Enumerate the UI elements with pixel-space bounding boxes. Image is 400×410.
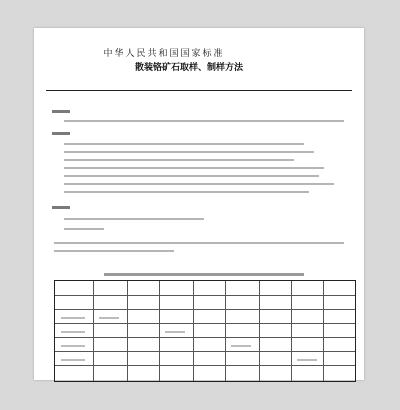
reference-line	[64, 151, 314, 153]
table-cell	[297, 359, 317, 361]
reference-line	[64, 183, 334, 185]
text-line	[64, 228, 104, 230]
standard-authority: 中华人民共和国国家标准	[103, 49, 225, 59]
reference-line	[64, 167, 324, 169]
text-line	[64, 120, 344, 122]
section-2-heading	[52, 132, 70, 135]
table-cell	[61, 345, 85, 347]
text-line	[54, 250, 174, 252]
sampling-table	[54, 280, 356, 382]
reference-line	[64, 191, 309, 193]
document-title: 散装铬矿石取样、制样方法	[134, 63, 243, 73]
table-cell	[61, 359, 85, 361]
table-cell	[231, 345, 251, 347]
reference-line	[64, 159, 294, 161]
table-cell	[165, 331, 185, 333]
text-line	[64, 218, 204, 220]
section-1-heading	[52, 110, 70, 113]
table-caption	[104, 273, 304, 276]
table-cell	[61, 317, 85, 319]
reference-line	[64, 143, 304, 145]
section-3-heading	[52, 206, 70, 209]
table-cell	[99, 317, 119, 319]
text-line	[54, 242, 344, 244]
document-page	[34, 28, 364, 380]
table-cell	[61, 331, 85, 333]
reference-line	[64, 175, 319, 177]
header-rule	[46, 90, 352, 91]
